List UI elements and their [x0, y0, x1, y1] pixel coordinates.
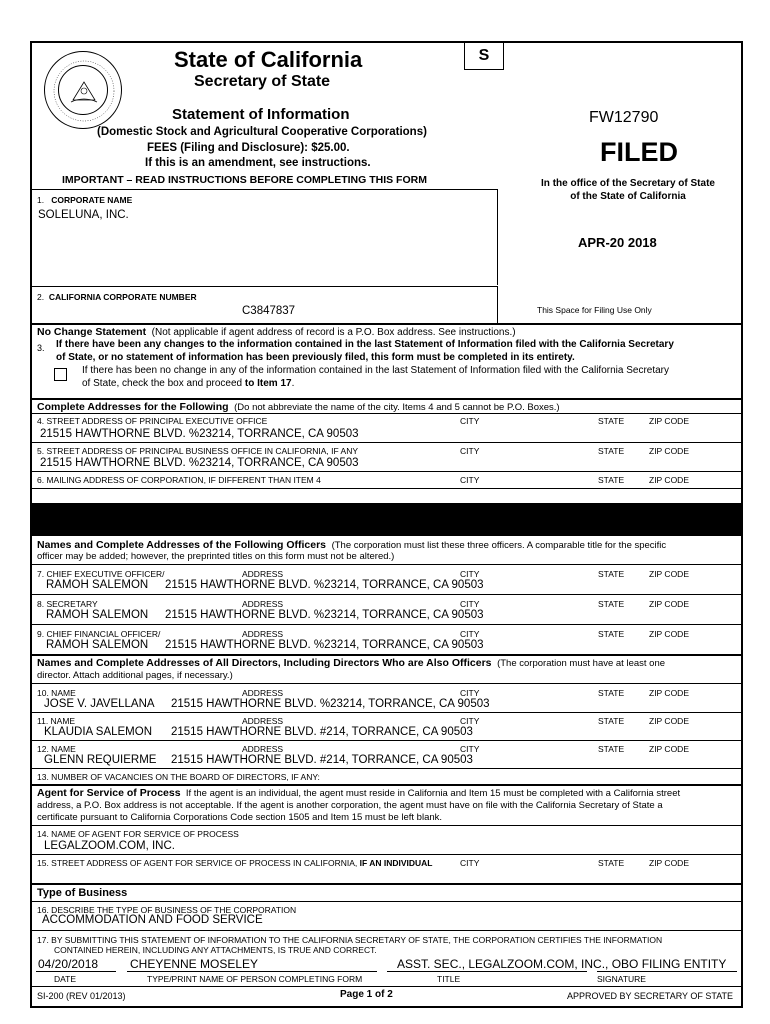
statement-title: Statement of Information — [172, 106, 350, 123]
statement-of-information-form: State of California S Secretary of State Statement of Information (Domestic Stock and Agricultural Cooperative Corporations) FEES (Filing and Disclosure): $25.00. If this is an amendment, see instructions. IMPORTANT – READ INSTRUCTIONS BEFORE COMPLETING THIS FORM FW12790 FILED In the office of the Secretary of State of the State of California APR-20 2018 This Space for Filing Use Only 1. CORPORATE NAME SOLELUNA, INC. 2. CALIFORNIA CORPORATE NUMBER C3847837 No Change Statement (Not applicable if agent address of record is a P.O. Box address. See instructions.) 3. If there have been any changes to the information contained in the last Statement of Information filed with the California Secretary of State, or no statement of information has been previously filed, this form must be completed in its entirety. If there has been no change in any of the information contained in the last Statement of Information filed with the California Secretary of State, check the box and proceed to Item 17. Complete Addresses for the Following (Do not abbreviate the name of the city. Items 4 and 5 cannot be P.O. Boxes.) 4. STREET ADDRESS OF PRINCIPAL EXECUTIVE OFFICE CITY STATE ZIP CODE 21515 HAWTHORNE BLVD. %23214, TORRANCE, CA 90503 5. STREET ADDRESS OF PRINCIPAL BUSINESS OFFICE IN CALIFORNIA, IF ANY CITY STATE ZIP CODE 21515 HAWTHORNE BLVD. %23214, TORRANCE, CA 90503 6. MAILING ADDRESS OF CORPORATION, IF DIFFERENT THAN ITEM 4 CITY STATE ZIP CODE Names and Complete Addresses of the Following Officers (The corporation must list these three officers. A comparable title for the specific officer may be added; however, the preprinted titles on this form must not be altered.) 7. CHIEF EXECUTIVE OFFICER/ ADDRESS CITY STATE ZIP CODE RAMOH SALEMON 21515 HAWTHORNE BLVD. %23214, TORRANCE, CA 90503 8. SECRETARY ADDRESS CITY STATE ZIP CODE RAMOH SALEMON 21515 HAWTHORNE BLVD. %23214, TORRANCE, CA 90503 9. CHIEF FINANCIAL OFFICER/ ADDRESS CITY STATE ZIP CODE RAMOH SALEMON 21515 HAWTHORNE BLVD. %23214, TORRANCE, CA 90503 Names and Complete Addresses of All Directors, Including Directors Who are Also Officers (The corporation must have at least one director. Attach additional pages, if necessary.) 10. NAME ADDRESS CITY STATE ZIP CODE JOSE V. JAVELLANA 21515 HAWTHORNE BLVD. %23214, TORRANCE, CA 90503 11. NAME ADDRESS CITY STATE ZIP CODE KLAUDIA SALEMON 21515 HAWTHORNE BLVD. #214, TORRANCE, CA 90503 12. NAME ADDRESS CITY STATE ZIP CODE GLENN REQUIERME 21515 HAWTHORNE BLVD. #214, TORRANCE, CA 90503 13. NUMBER OF VACANCIES ON THE BOARD OF DIRECTORS, IF ANY: Agent for Service of Process If the agent is an individual, the agent must reside in California and Item 15 must be completed with a California street address, a P.O. Box address is not acceptable. If the agent is another corporation, the agent must have on file with the California Secretary of State a certificate pursuant to California Corporations Code section 1505 and Item 15 must be left blank. 14. NAME OF AGENT FOR SERVICE OF PROCESS LEGALZOOM.COM, INC. 15. STREET ADDRESS OF AGENT FOR SERVICE OF PROCESS IN CALIFORNIA, IF AN INDIVIDUAL CITY STATE ZIP CODE Type of Business 16. DESCRIBE THE TYPE OF BUSINESS OF THE CORPORATION ACCOMMODATION AND FOOD SERVICE 17. BY SUBMITTING THIS STATEMENT OF INFORMATION TO THE CALIFORNIA SECRETARY OF STATE, THE CORPORATION CERTIFIES THE INFORMATION CONTAINED HEREIN, INCLUDING ANY ATTACHMENTS, IS TRUE AND CORRECT. 04/20/2018 CHEYENNE MOSELEY ASST. SEC., LEGALZOOM.COM, INC., OBO FILING ENTITY DATE TYPE/PRINT NAME OF PERSON COMPLETING FORM TITLE SIGNATURE SI-200 (REV 01/2013) Page 1 of 2 APPROVED BY SECRETARY OF STATE — [30, 41, 743, 1008]
ceo-name[interactable]: RAMOH SALEMON — [46, 579, 149, 591]
filed-stamp: FILED — [600, 137, 678, 167]
approved-note: APPROVED BY SECRETARY OF STATE — [567, 991, 734, 1001]
no-change-bold-2: of State, or no statement of information has been previously filed, this form must be completed in its entirety. — [56, 352, 575, 363]
great-seal-icon — [44, 51, 122, 129]
secretary-name[interactable]: RAMOH SALEMON — [46, 609, 149, 621]
vacancies-label: 13. NUMBER OF VACANCIES ON THE BOARD OF DIRECTORS, IF ANY: — [37, 772, 320, 782]
no-change-note: (Not applicable if agent address of record is a P.O. Box address. See instructions.) — [151, 327, 516, 338]
no-change-bold-1: If there have been any changes to the information contained in the last Statement of Information filed with the California Secretary — [56, 339, 674, 350]
corporate-number-value[interactable]: C3847837 — [242, 305, 296, 317]
no-change-line-3: If there has been no change in any of the information contained in the last Statement of Information filed with the California Secretary — [82, 365, 670, 376]
signer-name-value[interactable]: CHEYENNE MOSELEY — [130, 957, 259, 971]
important-line: IMPORTANT – READ INSTRUCTIONS BEFORE COMPLETING THIS FORM — [62, 174, 427, 186]
business-heading: Type of Business — [37, 887, 128, 899]
statement-subtitle: (Domestic Stock and Agricultural Cooperative Corporations) — [97, 126, 427, 138]
corporate-name-box: 1. CORPORATE NAME SOLELUNA, INC. — [32, 189, 498, 285]
s-box: S — [464, 43, 504, 70]
fees-line: FEES (Filing and Disclosure): $25.00. — [147, 142, 350, 154]
corporate-name-value[interactable]: SOLELUNA, INC. — [38, 209, 129, 221]
director-2-name[interactable]: KLAUDIA SALEMON — [44, 726, 153, 738]
certify-line-1: 17. BY SUBMITTING THIS STATEMENT OF INFORMATION TO THE CALIFORNIA SECRETARY OF STATE, THE CORPORATION CERTIFIES THE INFORMATION — [37, 935, 663, 945]
secretary-of-state-title: Secretary of State — [194, 73, 331, 90]
ceo-address[interactable]: 21515 HAWTHORNE BLVD. %23214, TORRANCE, CA 90503 — [165, 579, 484, 591]
addresses-heading: Complete Addresses for the Following — [37, 401, 229, 413]
filed-date: APR-20 2018 — [578, 235, 657, 250]
cfo-address[interactable]: 21515 HAWTHORNE BLVD. %23214, TORRANCE, CA 90503 — [165, 639, 484, 651]
file-number: FW12790 — [589, 109, 659, 126]
director-1-name[interactable]: JOSE V. JAVELLANA — [44, 698, 155, 710]
redaction-bar — [32, 503, 741, 536]
cfo-name[interactable]: RAMOH SALEMON — [46, 639, 149, 651]
no-change-checkbox[interactable] — [54, 368, 67, 381]
directors-heading: Names and Complete Addresses of All Directors, Including Directors Who are Also Officers — [37, 657, 492, 669]
no-change-heading: No Change Statement — [37, 326, 147, 338]
director-3-address[interactable]: 21515 HAWTHORNE BLVD. #214, TORRANCE, CA 90503 — [171, 754, 473, 766]
principal-office-address[interactable]: 21515 HAWTHORNE BLVD. %23214, TORRANCE, CA 90503 — [40, 428, 359, 440]
signed-date-value[interactable]: 04/20/2018 — [38, 957, 99, 971]
agent-name-value[interactable]: LEGALZOOM.COM, INC. — [44, 840, 175, 852]
business-office-address[interactable]: 21515 HAWTHORNE BLVD. %23214, TORRANCE, CA 90503 — [40, 457, 359, 469]
amendment-line: If this is an amendment, see instructions. — [145, 157, 371, 169]
director-1-address[interactable]: 21515 HAWTHORNE BLVD. %23214, TORRANCE, CA 90503 — [171, 698, 490, 710]
page-number: Page 1 of 2 — [340, 989, 393, 1000]
corporate-number-box: 2. CALIFORNIA CORPORATE NUMBER C3847837 — [32, 286, 498, 324]
corporate-name-label: CORPORATE NAME — [51, 195, 133, 205]
form-id: SI-200 (REV 01/2013) — [37, 991, 126, 1001]
secretary-address[interactable]: 21515 HAWTHORNE BLVD. %23214, TORRANCE, CA 90503 — [165, 609, 484, 621]
office-line-1: In the office of the Secretary of State — [541, 178, 715, 189]
office-line-2: of the State of California — [570, 191, 686, 202]
director-2-address[interactable]: 21515 HAWTHORNE BLVD. #214, TORRANCE, CA 90503 — [171, 726, 473, 738]
director-3-name[interactable]: GLENN REQUIERME — [44, 754, 157, 766]
corporate-number-label: CALIFORNIA CORPORATE NUMBER — [48, 292, 197, 302]
business-type-value[interactable]: ACCOMMODATION AND FOOD SERVICE — [42, 914, 263, 926]
signer-title-value[interactable]: ASST. SEC., LEGALZOOM.COM, INC., OBO FILING ENTITY — [397, 957, 727, 971]
officers-heading: Names and Complete Addresses of the Following Officers — [37, 539, 327, 551]
filing-space-note: This Space for Filing Use Only — [537, 305, 652, 315]
state-title: State of California — [174, 47, 363, 72]
agent-heading: Agent for Service of Process — [37, 787, 181, 799]
